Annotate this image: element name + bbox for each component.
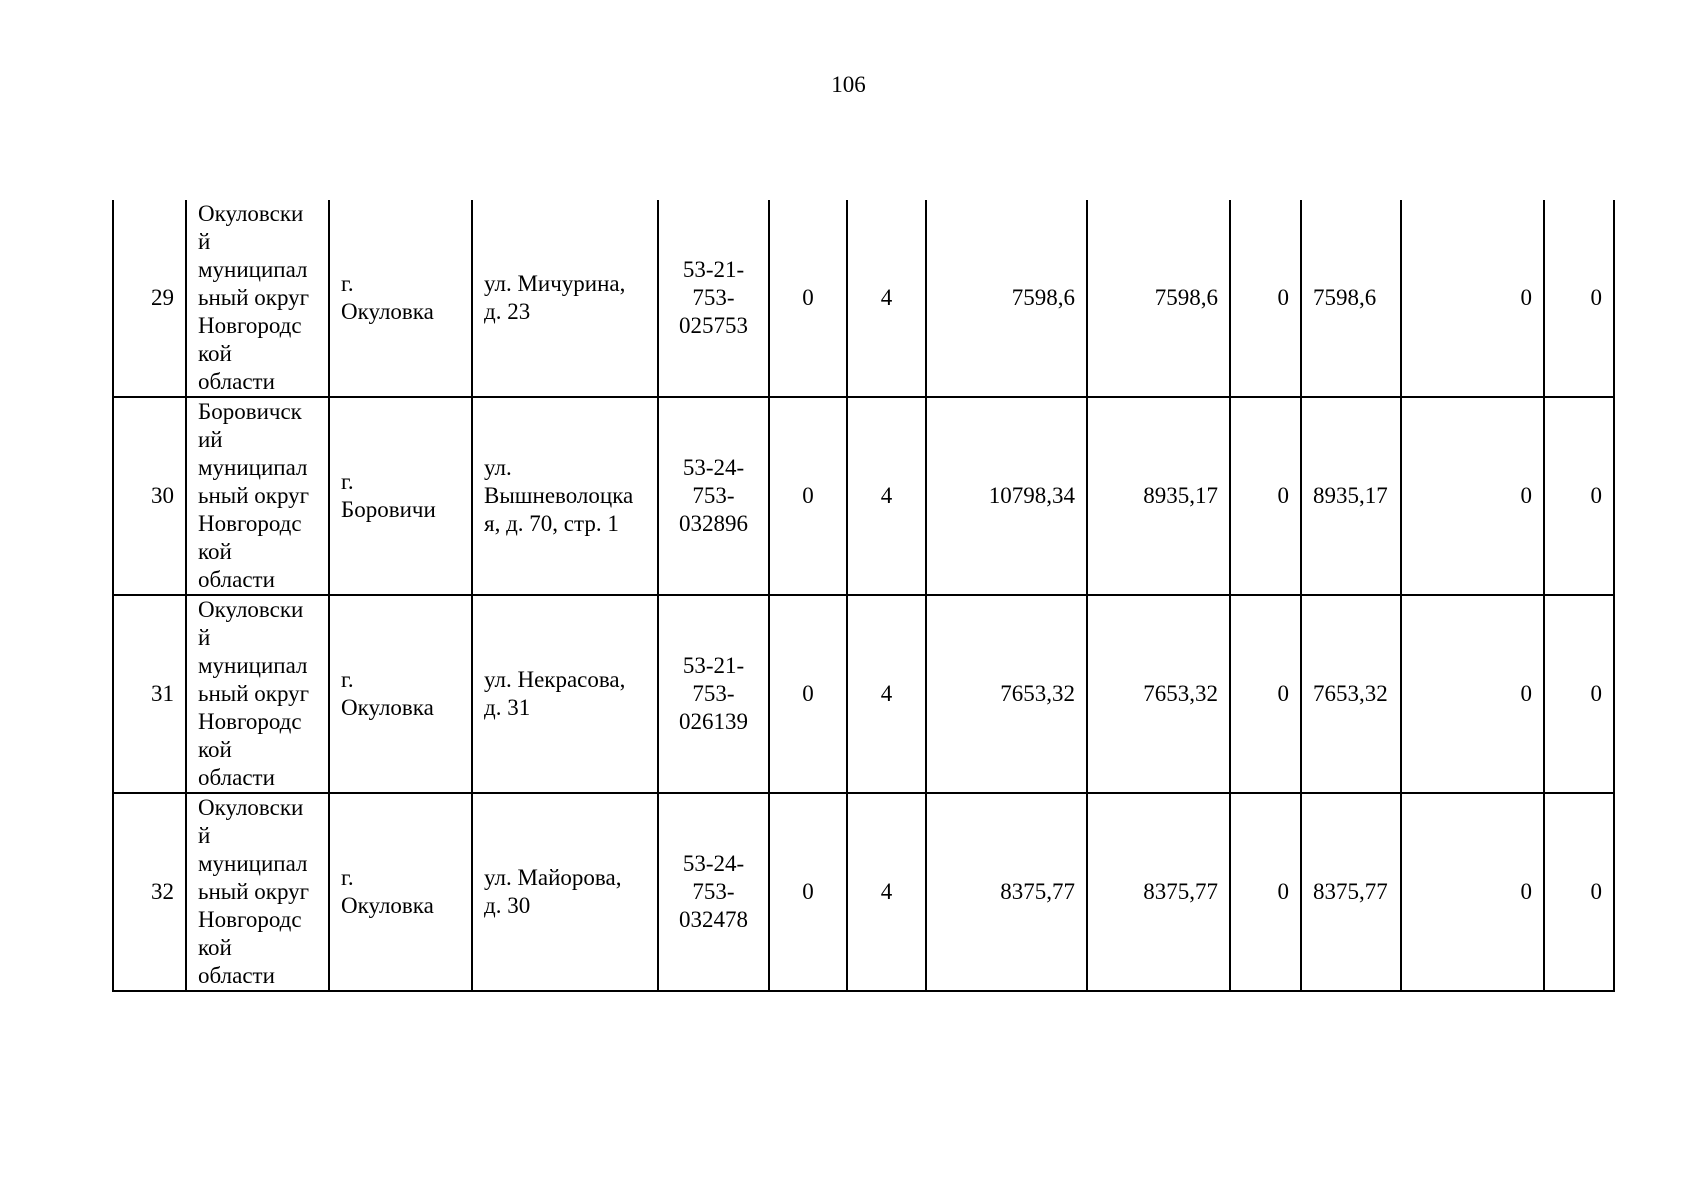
amount-cell — [1087, 793, 1230, 991]
code-line: 53-24- — [682, 455, 745, 480]
town-line: Окуловка — [341, 299, 434, 324]
district-cell — [186, 793, 329, 991]
row-index-text: 29 — [151, 285, 174, 310]
district-line: кой — [198, 539, 232, 564]
district-line: Окуловски — [198, 795, 304, 820]
amount-text: 7653,32 — [1143, 681, 1218, 706]
address-cell — [472, 397, 658, 595]
code-line: 026139 — [679, 709, 748, 734]
value-cell-2 — [847, 595, 926, 793]
value-text-2: 4 — [880, 681, 893, 706]
code-line: 025753 — [679, 313, 748, 338]
value-text-3: 0 — [1277, 285, 1289, 310]
code-line: 53-21- — [682, 653, 745, 678]
address-cell — [472, 200, 658, 397]
value-cell-4 — [1401, 397, 1544, 595]
total-cell — [926, 397, 1087, 595]
value-text-5: 0 — [1590, 285, 1602, 310]
district-line: Окуловски — [198, 201, 304, 226]
value-cell-4 — [1401, 200, 1544, 397]
amount2-cell — [1301, 397, 1401, 595]
amount-cell — [1087, 200, 1230, 397]
district-line: области — [198, 369, 275, 394]
town-line: г. — [341, 271, 354, 296]
amount2-cell — [1301, 200, 1401, 397]
town-cell — [329, 793, 472, 991]
register-table — [112, 200, 1615, 992]
address-line: ул. — [484, 455, 512, 480]
district-line: Новгородс — [198, 511, 302, 536]
table-row — [113, 595, 1614, 793]
code-line: 53-21- — [682, 257, 745, 282]
code-line: 53-24- — [682, 851, 745, 876]
district-line: ий — [198, 427, 223, 452]
code-cell — [658, 595, 769, 793]
district-line: й — [198, 823, 211, 848]
district-line: й — [198, 625, 211, 650]
town-cell — [329, 595, 472, 793]
value-text-3: 0 — [1277, 483, 1289, 508]
amount-cell — [1087, 397, 1230, 595]
value-text-5: 0 — [1590, 483, 1602, 508]
district-line: муниципал — [198, 851, 308, 876]
district-line: Окуловски — [198, 597, 304, 622]
district-cell — [186, 200, 329, 397]
value-cell-5 — [1544, 595, 1614, 793]
value-cell-3 — [1230, 793, 1301, 991]
address-line: д. 31 — [484, 695, 531, 720]
table-row — [113, 793, 1614, 991]
address-line: д. 23 — [484, 299, 531, 324]
row-index-text: 31 — [151, 681, 174, 706]
code-cell — [658, 397, 769, 595]
town-line: г. — [341, 667, 354, 692]
row-index-cell — [113, 397, 186, 595]
district-line: области — [198, 765, 275, 790]
total-cell — [926, 595, 1087, 793]
address-cell — [472, 595, 658, 793]
value-cell-5 — [1544, 397, 1614, 595]
code-cell — [658, 793, 769, 991]
row-index-text: 32 — [151, 879, 174, 904]
town-line: Окуловка — [341, 893, 434, 918]
amount-text: 7598,6 — [1154, 285, 1218, 310]
value-cell-1 — [769, 200, 847, 397]
town-line: г. — [341, 865, 354, 890]
amount2-text: 7653,32 — [1313, 681, 1388, 706]
value-text-5: 0 — [1590, 879, 1602, 904]
amount-text: 8375,77 — [1143, 879, 1218, 904]
total-text: 8375,77 — [1000, 879, 1075, 904]
district-line: й — [198, 229, 211, 254]
row-index-cell — [113, 793, 186, 991]
value-text-4: 0 — [1520, 681, 1532, 706]
table-row — [113, 200, 1614, 397]
total-text: 7598,6 — [1011, 285, 1075, 310]
district-line: Боровичск — [198, 399, 302, 424]
value-cell-1 — [769, 595, 847, 793]
amount2-cell — [1301, 793, 1401, 991]
town-line: Боровичи — [341, 497, 436, 522]
town-line: г. — [341, 469, 354, 494]
value-cell-1 — [769, 793, 847, 991]
value-text-4: 0 — [1520, 483, 1532, 508]
value-cell-2 — [847, 397, 926, 595]
district-line: кой — [198, 935, 232, 960]
value-text-2: 4 — [880, 483, 893, 508]
town-line: Окуловка — [341, 695, 434, 720]
address-line: д. 30 — [484, 893, 531, 918]
district-line: ьный округ — [198, 285, 310, 310]
value-text-4: 0 — [1520, 285, 1532, 310]
amount2-cell — [1301, 595, 1401, 793]
district-line: ьный округ — [198, 483, 310, 508]
address-line: я, д. 70, стр. 1 — [484, 511, 619, 536]
amount2-text: 8935,17 — [1313, 483, 1388, 508]
district-line: муниципал — [198, 653, 308, 678]
value-cell-3 — [1230, 595, 1301, 793]
value-text-2: 4 — [880, 879, 893, 904]
district-cell — [186, 397, 329, 595]
town-cell — [329, 200, 472, 397]
value-cell-5 — [1544, 200, 1614, 397]
address-line: Вышневолоцка — [484, 483, 634, 508]
code-line: 032896 — [679, 511, 748, 536]
value-text-4: 0 — [1520, 879, 1532, 904]
district-line: Новгородс — [198, 313, 302, 338]
amount-cell — [1087, 595, 1230, 793]
address-line: ул. Некрасова, — [484, 667, 626, 692]
district-cell — [186, 595, 329, 793]
district-line: кой — [198, 737, 232, 762]
total-text: 10798,34 — [988, 483, 1075, 508]
value-cell-2 — [847, 793, 926, 991]
value-text-2: 4 — [880, 285, 893, 310]
row-index-text: 30 — [151, 483, 174, 508]
code-line: 753- — [692, 879, 735, 904]
value-cell-3 — [1230, 397, 1301, 595]
address-line: ул. Мичурина, — [484, 271, 626, 296]
value-text-1: 0 — [802, 285, 814, 310]
page-number: 106 — [831, 72, 866, 97]
code-line: 753- — [692, 285, 735, 310]
row-index-cell — [113, 200, 186, 397]
district-line: кой — [198, 341, 232, 366]
value-cell-1 — [769, 397, 847, 595]
value-text-3: 0 — [1277, 681, 1289, 706]
district-line: ьный округ — [198, 681, 310, 706]
amount-text: 8935,17 — [1143, 483, 1218, 508]
amount2-text: 8375,77 — [1313, 879, 1388, 904]
total-text: 7653,32 — [1000, 681, 1075, 706]
value-cell-3 — [1230, 200, 1301, 397]
value-cell-2 — [847, 200, 926, 397]
district-line: области — [198, 963, 275, 988]
value-cell-4 — [1401, 595, 1544, 793]
district-line: Новгородс — [198, 907, 302, 932]
district-line: Новгородс — [198, 709, 302, 734]
district-line: ьный округ — [198, 879, 310, 904]
total-cell — [926, 793, 1087, 991]
total-cell — [926, 200, 1087, 397]
value-text-1: 0 — [802, 681, 814, 706]
value-text-3: 0 — [1277, 879, 1289, 904]
code-line: 753- — [692, 483, 735, 508]
value-text-1: 0 — [802, 483, 814, 508]
code-line: 753- — [692, 681, 735, 706]
address-cell — [472, 793, 658, 991]
amount2-text: 7598,6 — [1313, 285, 1377, 310]
register-table-body — [113, 200, 1614, 991]
value-cell-5 — [1544, 793, 1614, 991]
district-line: муниципал — [198, 455, 308, 480]
value-text-5: 0 — [1590, 681, 1602, 706]
district-line: области — [198, 567, 275, 592]
code-line: 032478 — [679, 907, 748, 932]
value-cell-4 — [1401, 793, 1544, 991]
row-index-cell — [113, 595, 186, 793]
value-text-1: 0 — [802, 879, 814, 904]
code-cell — [658, 200, 769, 397]
district-line: муниципал — [198, 257, 308, 282]
table-row — [113, 397, 1614, 595]
town-cell — [329, 397, 472, 595]
address-line: ул. Майорова, — [484, 865, 622, 890]
